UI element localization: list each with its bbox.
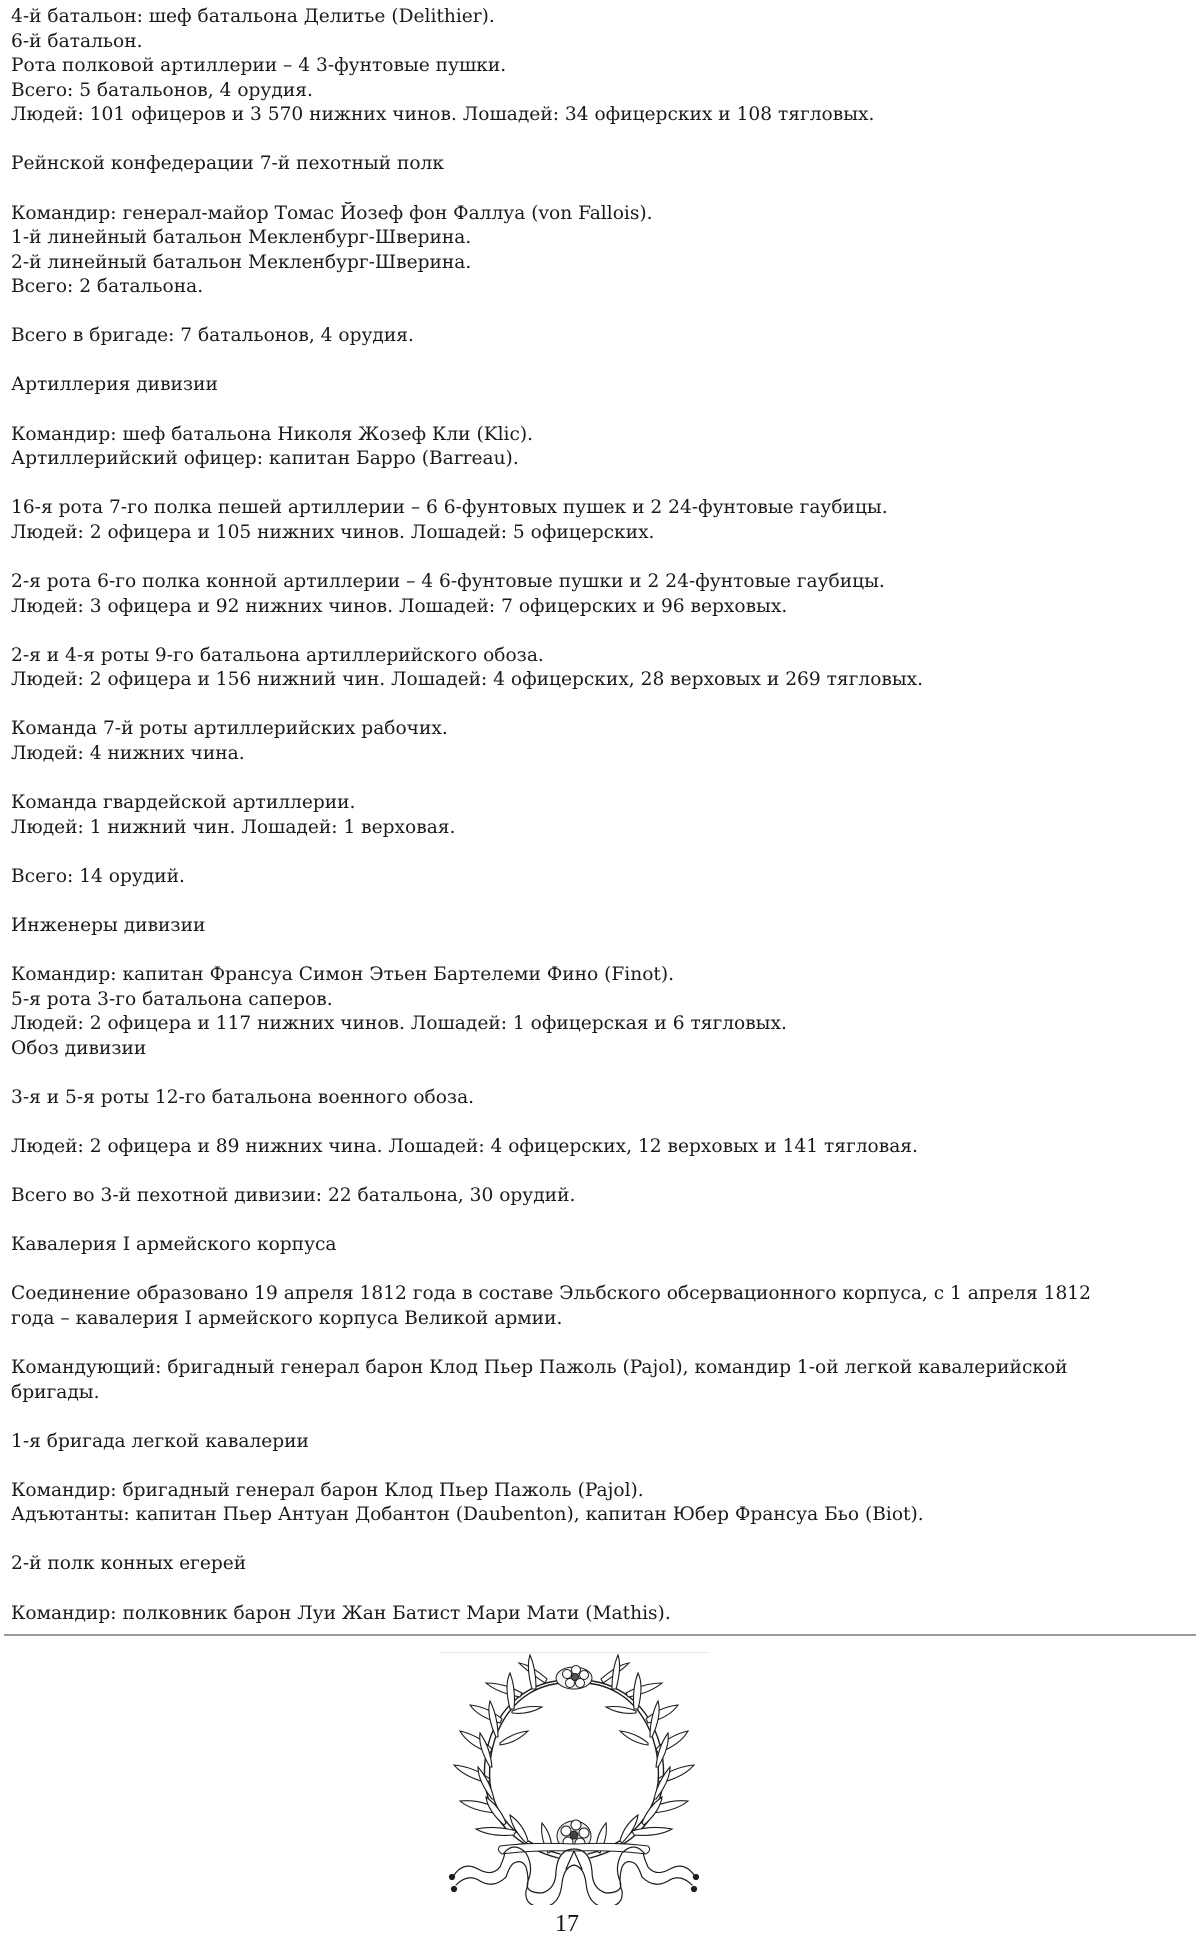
text-line: Людей: 2 офицера и 105 нижних чинов. Лошадей: 5 офицерских.	[11, 521, 655, 543]
text-line: 2-й полк конных егерей	[11, 1553, 247, 1575]
text-line: Людей: 2 офицера и 117 нижних чинов. Лошадей: 1 офицерская и 6 тягловых.	[11, 1013, 787, 1035]
text-line: Командир: шеф батальона Николя Жозеф Кли (Klic).	[11, 423, 534, 445]
text-line: Всего в бригаде: 7 батальонов, 4 орудия.	[11, 325, 414, 347]
text-line: Командир: генерал-майор Томас Йозеф фон Фаллуа (von Fallois).	[11, 202, 653, 224]
text-line: 3-я и 5-я роты 12-го батальона военного обоза.	[11, 1086, 475, 1108]
text-line: Всего во 3-й пехотной дивизии: 22 батальона, 30 орудий.	[11, 1185, 576, 1206]
text-line: Командир: капитан Франсуа Симон Этьен Бартелеми Фино (Finot).	[11, 963, 675, 985]
blank-line	[11, 545, 1191, 570]
text-line: Всего: 14 орудий.	[11, 865, 185, 887]
text-line: Обоз дивизии	[11, 1037, 147, 1059]
text-line: Всего: 5 батальонов, 4 орудия.	[11, 79, 313, 101]
blank-line	[11, 766, 1191, 791]
blank-line	[11, 177, 1191, 202]
text-line: Адъютанты: капитан Пьер Антуан Добантон (Daubenton), капитан Юбер Франсуа Бьо (Biot).	[11, 1504, 924, 1526]
blank-line	[11, 1577, 1191, 1602]
text-line: 16-я рота 7-го полка пешей артиллерии – 6 6-фунтовых пушек и 2 24-фунтовые гаубицы.	[11, 497, 888, 519]
text-line: Командир: полковник барон Луи Жан Батист Мари Мати (Mathis).	[11, 1602, 671, 1624]
text-line: бригады.	[11, 1381, 100, 1403]
text-line: Людей: 1 нижний чин. Лошадей: 1 верховая.	[11, 816, 456, 838]
blank-line	[11, 1454, 1191, 1479]
text-line: 4-й батальон: шеф батальона Делитье (Delithier).	[11, 6, 495, 27]
laurel-wreath-icon	[440, 1652, 708, 1905]
blank-line	[11, 1209, 1191, 1234]
text-line: Артиллерия дивизии	[11, 374, 218, 396]
text-line: 1-й линейный батальон Мекленбург-Шверина.	[11, 227, 472, 249]
blank-line	[11, 840, 1191, 865]
blank-line	[11, 300, 1191, 325]
blank-line	[11, 398, 1191, 423]
text-line: Рота полковой артиллерии – 4 3-фунтовые пушки.	[11, 55, 507, 77]
text-line: Командующий: бригадный генерал барон Клод Пьер Пажоль (Pajol), командир 1-ой легкой кавалерийской	[11, 1356, 1068, 1378]
text-line: 2-я и 4-я роты 9-го батальона артиллерийского обоза.	[11, 644, 544, 666]
text-line: Рейнской конфедерации 7-й пехотный полк	[11, 153, 444, 175]
blank-line	[11, 693, 1191, 718]
text-line: 6-й батальон.	[11, 30, 143, 52]
text-line: Людей: 3 офицера и 92 нижних чинов. Лошадей: 7 офицерских и 96 верховых.	[11, 595, 788, 617]
text-line: Артиллерийский офицер: капитан Барро (Barreau).	[11, 448, 519, 470]
blank-line	[11, 889, 1191, 914]
blank-line	[11, 1528, 1191, 1553]
text-line: Людей: 2 офицера и 89 нижних чина. Лошадей: 4 офицерских, 12 верховых и 141 тягловая.	[11, 1135, 918, 1157]
text-line: Кавалерия I армейского корпуса	[11, 1234, 337, 1256]
text-line: Соединение образовано 19 апреля 1812 года в составе Эльбского обсервационного корпуса, с 1 апреля 1812	[11, 1283, 1091, 1305]
text-line: Командир: бригадный генерал барон Клод Пьер Пажоль (Pajol).	[11, 1479, 644, 1501]
text-line: Команда 7-й роты артиллерийских рабочих.	[11, 718, 448, 740]
document-body	[11, 5, 1191, 1626]
laurel-wreath-svg	[440, 1653, 708, 1905]
text-line: Людей: 101 офицеров и 3 570 нижних чинов. Лошадей: 34 офицерских и 108 тягловых.	[11, 104, 875, 126]
blank-line	[11, 472, 1191, 497]
blank-line	[11, 349, 1191, 374]
blank-line	[11, 1159, 1191, 1184]
text-line: Людей: 2 офицера и 156 нижний чин. Лошадей: 4 офицерских, 28 верховых и 269 тягловых.	[11, 669, 924, 691]
blank-line	[11, 1110, 1191, 1135]
blank-line	[11, 128, 1191, 153]
blank-line	[11, 938, 1191, 963]
blank-line	[11, 619, 1191, 644]
wreath-left-leaves	[454, 1655, 552, 1853]
text-line: 5-я рота 3-го батальона саперов.	[11, 988, 333, 1010]
text-line: Всего: 2 батальона.	[11, 276, 204, 298]
blank-line	[11, 1061, 1191, 1086]
text-line: 2-й линейный батальон Мекленбург-Шверина.	[11, 251, 472, 273]
horizontal-rule	[4, 1634, 1196, 1636]
blank-line	[11, 1331, 1191, 1356]
text-line: Команда гвардейской артиллерии.	[11, 792, 356, 813]
text-line: 1-я бригада легкой кавалерии	[11, 1430, 309, 1452]
page-number: 17	[555, 1911, 579, 1937]
ribbon	[450, 1847, 699, 1905]
wreath-right-leaves	[596, 1655, 694, 1853]
text-line: Людей: 4 нижних чина.	[11, 742, 245, 764]
blank-line	[11, 1405, 1191, 1430]
blank-line	[11, 1258, 1191, 1283]
text-line: 2-я рота 6-го полка конной артиллерии – 4 6-фунтовые пушки и 2 24-фунтовые гаубицы.	[11, 570, 885, 592]
text-line: Инженеры дивизии	[11, 914, 206, 936]
top-rosette	[556, 1666, 592, 1690]
text-line: года – кавалерия I армейского корпуса Великой армии.	[11, 1307, 563, 1329]
